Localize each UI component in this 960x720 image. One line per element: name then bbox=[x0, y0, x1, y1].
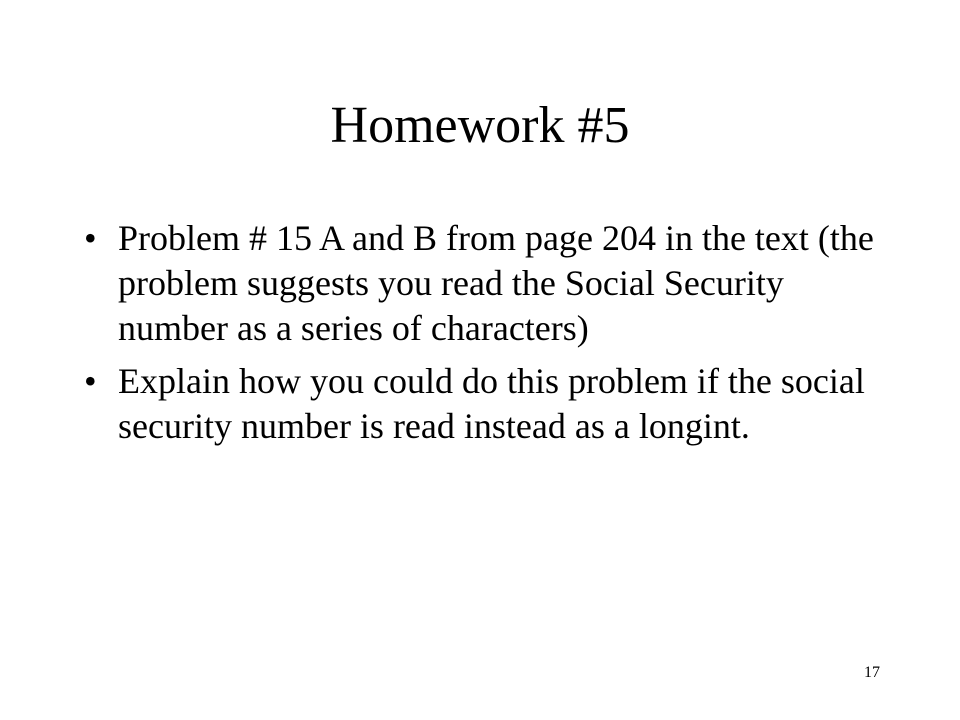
bullet-item bbox=[84, 359, 884, 449]
bullet-text: Explain how you could do this problem if the social security number is read instead as a longint. bbox=[118, 361, 865, 446]
bullet-dot-icon: • bbox=[84, 361, 97, 401]
bullet-list bbox=[84, 216, 884, 457]
bullet-text: Problem # 15 A and B from page 204 in the text (the problem suggests you read the Social Security number as a series of characters) bbox=[118, 218, 874, 348]
bullet-item bbox=[84, 216, 884, 351]
page-number: 17 bbox=[864, 664, 880, 681]
slide-title: Homework #5 bbox=[330, 97, 630, 154]
bullet-dot-icon: • bbox=[84, 218, 97, 258]
